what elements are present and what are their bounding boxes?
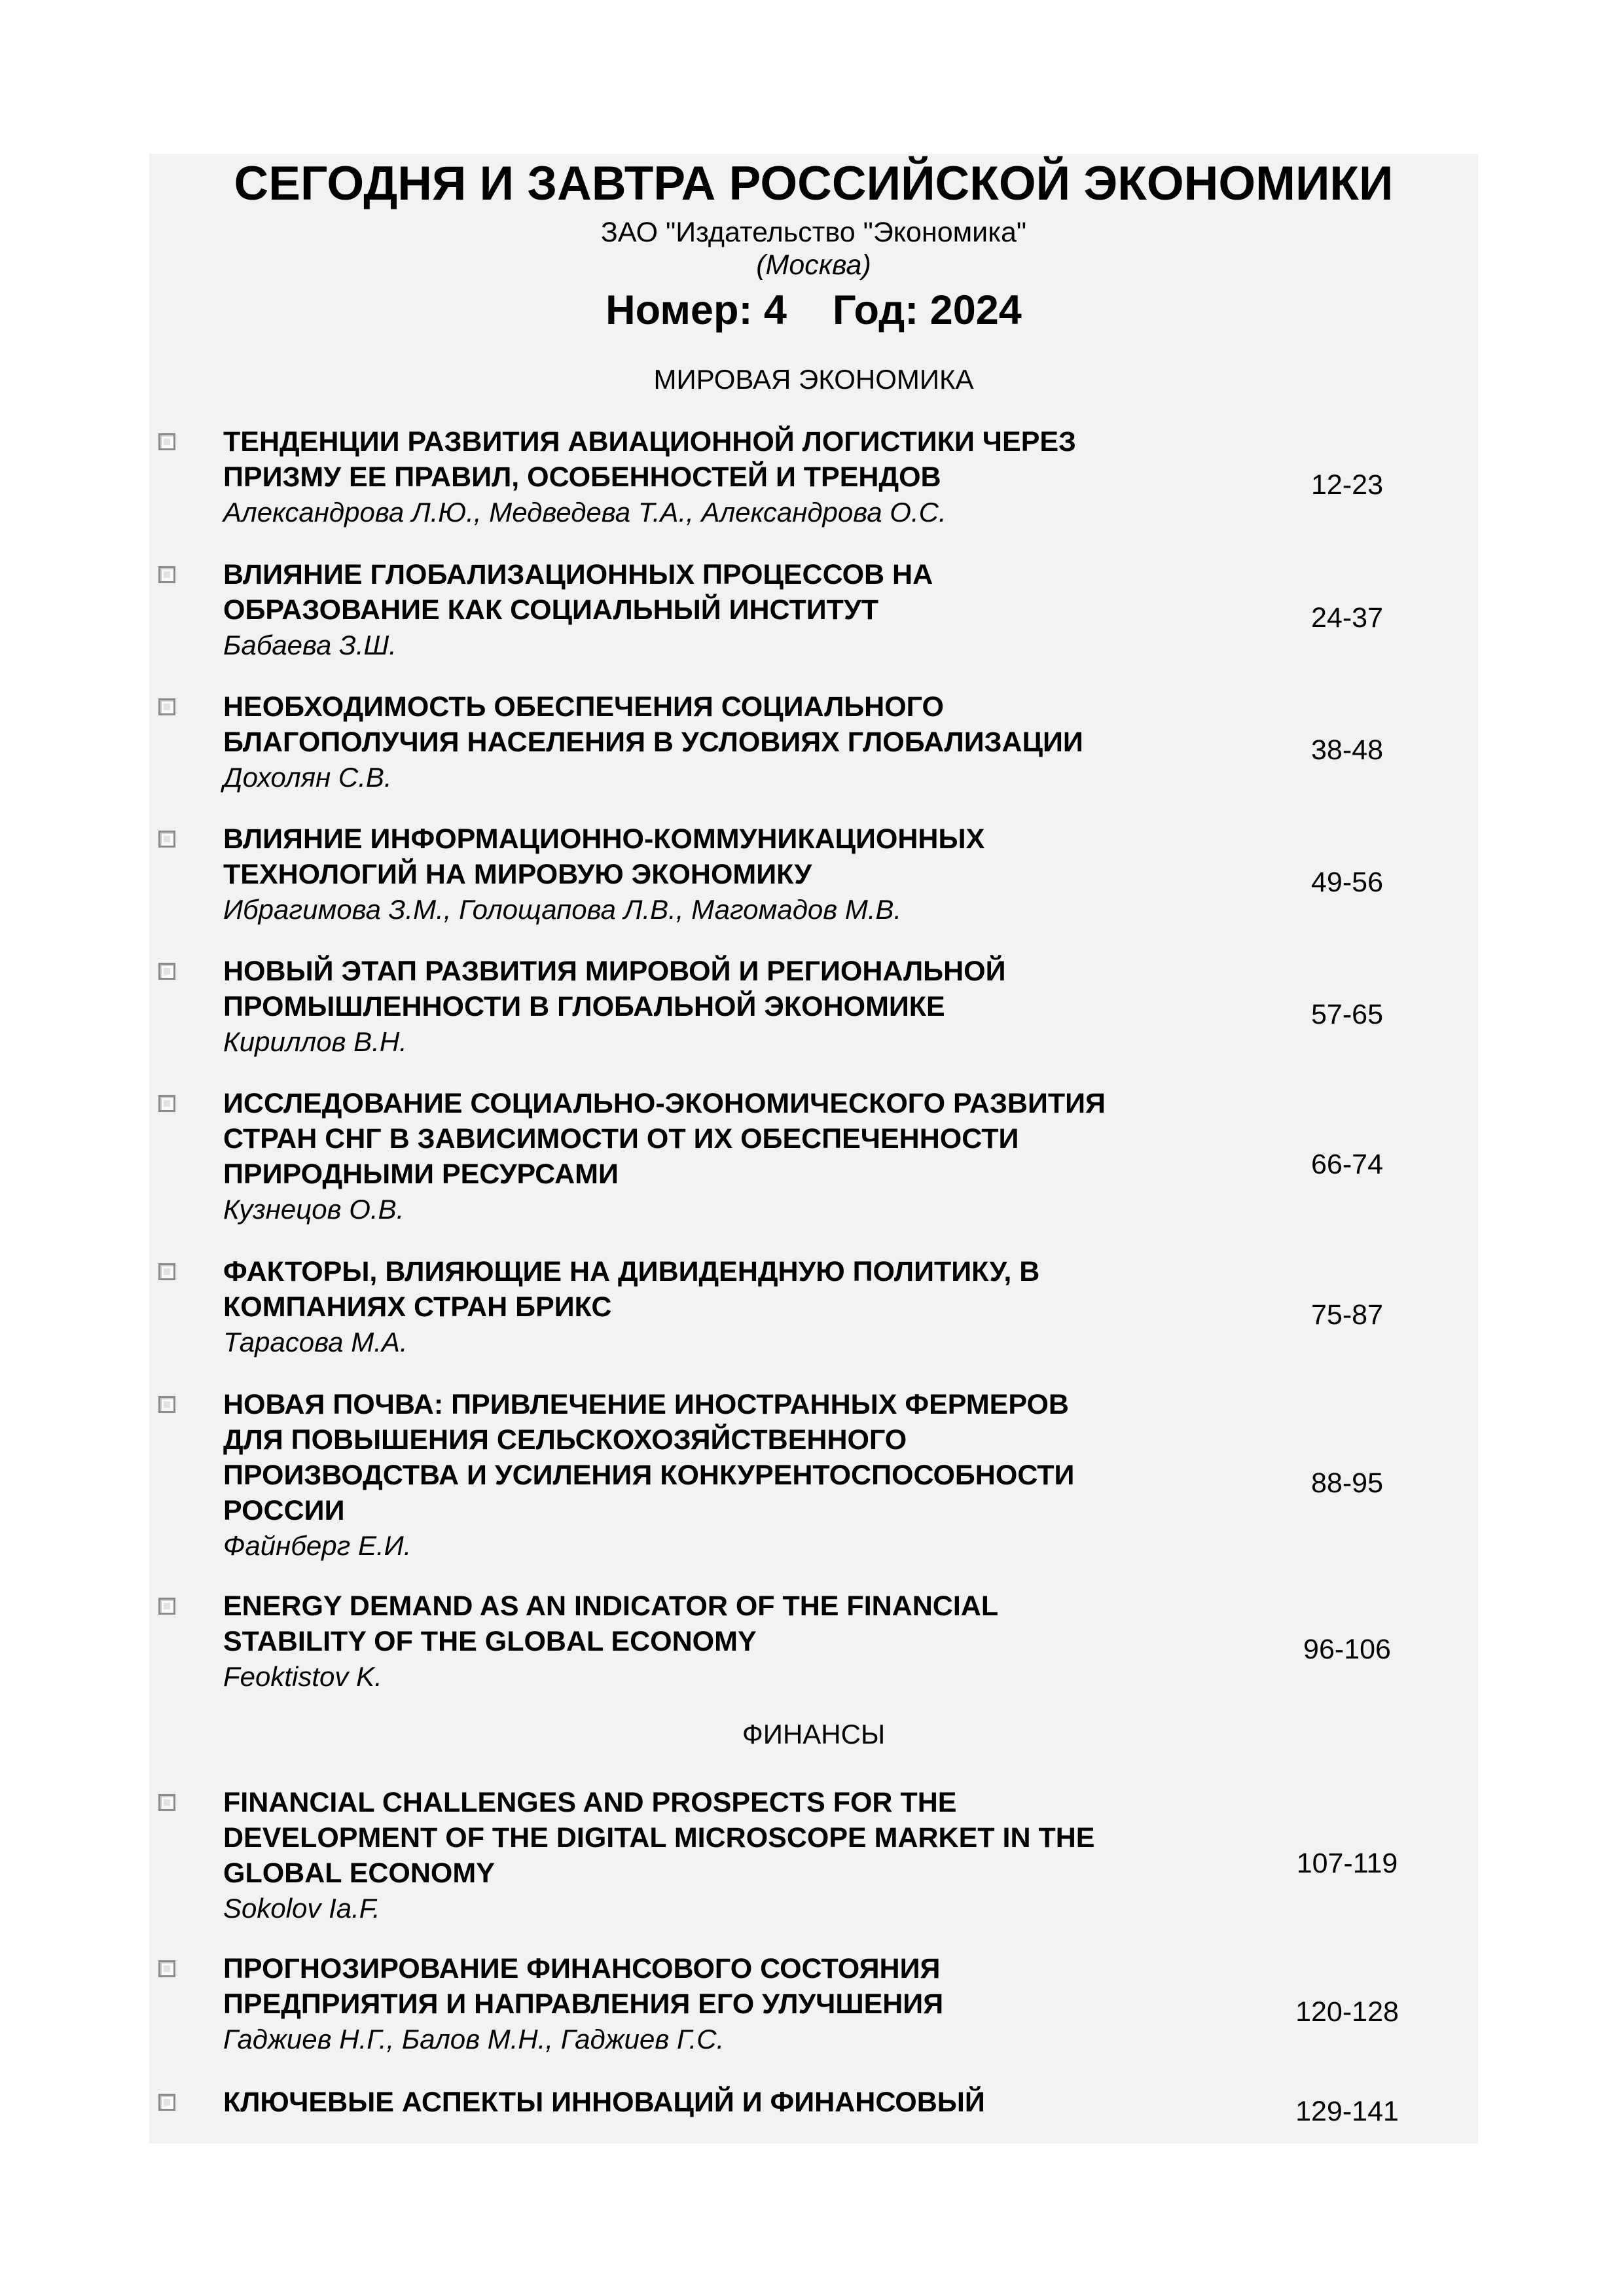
article-pages: 49-56 — [1311, 867, 1383, 898]
article-title-line: БЛАГОПОЛУЧИЯ НАСЕЛЕНИЯ В УСЛОВИЯХ ГЛОБАЛИЗАЦИИ — [223, 726, 1083, 758]
article-pages: 129-141 — [1295, 2096, 1399, 2127]
article-title-line: ВЛИЯНИЕ ИНФОРМАЦИОННО-КОММУНИКАЦИОННЫХ — [223, 823, 985, 855]
article-checkbox[interactable] — [158, 831, 175, 848]
article-title-line: STABILITY OF THE GLOBAL ECONOMY — [223, 1626, 757, 1657]
article-checkbox[interactable] — [158, 1095, 175, 1112]
article-title-line: ПРОИЗВОДСТВА И УСИЛЕНИЯ КОНКУРЕНТОСПОСОБНОСТИ — [223, 1460, 1075, 1491]
article-title[interactable] — [223, 1387, 1244, 1528]
article-title[interactable] — [223, 557, 1244, 628]
article-checkbox[interactable] — [158, 963, 175, 980]
article-pages: 120-128 — [1295, 1996, 1399, 2028]
article-authors: Дохолян С.В. — [223, 762, 392, 793]
article-title[interactable] — [223, 954, 1244, 1024]
article-title[interactable] — [223, 1086, 1244, 1192]
issue-year: Год: 2024 — [832, 287, 1022, 333]
article-title-line: DEVELOPMENT OF THE DIGITAL MICROSCOPE MARKET IN THE — [223, 1822, 1095, 1854]
article-title-line: ПРОМЫШЛЕННОСТИ В ГЛОБАЛЬНОЙ ЭКОНОМИКЕ — [223, 991, 945, 1022]
article-title-line: ДЛЯ ПОВЫШЕНИЯ СЕЛЬСКОХОЗЯЙСТВЕННОГО — [223, 1424, 907, 1456]
article-pages: 38-48 — [1311, 734, 1383, 766]
article-title-line: НОВАЯ ПОЧВА: ПРИВЛЕЧЕНИЕ ИНОСТРАННЫХ ФЕРМЕРОВ — [223, 1389, 1069, 1420]
article-authors: Sokolov Ia.F. — [223, 1893, 380, 1924]
article-title[interactable] — [223, 689, 1244, 760]
article-title-line: ТЕНДЕНЦИИ РАЗВИТИЯ АВИАЦИОННОЙ ЛОГИСТИКИ ЧЕРЕЗ — [223, 426, 1076, 457]
article-authors: Бабаева З.Ш. — [223, 630, 397, 660]
article-pages: 24-37 — [1311, 602, 1383, 634]
article-title-line: ПРИЗМУ ЕЕ ПРАВИЛ, ОСОБЕННОСТЕЙ И ТРЕНДОВ — [223, 461, 941, 493]
article-pages: 66-74 — [1311, 1149, 1383, 1180]
article-pages: 88-95 — [1311, 1467, 1383, 1499]
article-checkbox[interactable] — [158, 1598, 175, 1615]
article-title-line: КЛЮЧЕВЫЕ АСПЕКТЫ ИННОВАЦИЙ И ФИНАНСОВЫЙ — [223, 2087, 985, 2118]
article-checkbox[interactable] — [158, 566, 175, 583]
section-title: МИРОВАЯ ЭКОНОМИКА — [653, 364, 974, 395]
article-title[interactable] — [223, 1588, 1244, 1659]
article-checkbox[interactable] — [158, 698, 175, 715]
article-authors: Ибрагимова З.М., Голощапова Л.В., Магомадов М.В. — [223, 894, 902, 925]
article-title-line: ПРОГНОЗИРОВАНИЕ ФИНАНСОВОГО СОСТОЯНИЯ — [223, 1953, 941, 1984]
article-authors: Тарасова М.А. — [223, 1327, 408, 1357]
article-title[interactable] — [223, 821, 1244, 892]
issue-number: Номер: 4 — [605, 287, 787, 333]
article-title[interactable] — [223, 1254, 1244, 1325]
publisher-city: (Москва) — [756, 249, 871, 281]
article-title-line: ПРЕДПРИЯТИЯ И НАПРАВЛЕНИЯ ЕГО УЛУЧШЕНИЯ — [223, 1988, 944, 2020]
article-authors: Александрова Л.Ю., Медведева Т.А., Александрова О.С. — [223, 497, 947, 528]
article-title[interactable] — [223, 2085, 1244, 2120]
article-title-line: ENERGY DEMAND AS AN INDICATOR OF THE FINANCIAL — [223, 1590, 999, 1622]
issue-line — [149, 288, 1478, 333]
article-pages: 75-87 — [1311, 1299, 1383, 1331]
toc-sheet — [149, 154, 1478, 2144]
article-checkbox[interactable] — [158, 433, 175, 450]
article-title-line: НОВЫЙ ЭТАП РАЗВИТИЯ МИРОВОЙ И РЕГИОНАЛЬНОЙ — [223, 956, 1006, 987]
article-title-line: ФАКТОРЫ, ВЛИЯЮЩИЕ НА ДИВИДЕНДНУЮ ПОЛИТИКУ, В — [223, 1256, 1040, 1287]
article-authors: Файнберг Е.И. — [223, 1530, 412, 1561]
article-checkbox[interactable] — [158, 1794, 175, 1811]
article-title-line: КОМПАНИЯХ СТРАН БРИКС — [223, 1291, 612, 1323]
article-title-line: ИССЛЕДОВАНИЕ СОЦИАЛЬНО-ЭКОНОМИЧЕСКОГО РАЗВИТИЯ — [223, 1088, 1106, 1119]
article-title-line: ВЛИЯНИЕ ГЛОБАЛИЗАЦИОННЫХ ПРОЦЕССОВ НА — [223, 559, 933, 590]
article-title[interactable] — [223, 1785, 1244, 1891]
article-pages: 12-23 — [1311, 469, 1383, 501]
section-title: ФИНАНСЫ — [742, 1719, 886, 1749]
article-title-line: НЕОБХОДИМОСТЬ ОБЕСПЕЧЕНИЯ СОЦИАЛЬНОГО — [223, 691, 944, 723]
article-title[interactable] — [223, 1951, 1244, 2022]
publisher: ЗАО "Издательство "Экономика" — [600, 217, 1027, 248]
article-pages: 57-65 — [1311, 999, 1383, 1030]
article-authors: Feoktistov K. — [223, 1661, 382, 1692]
article-authors: Кириллов В.Н. — [223, 1026, 407, 1057]
article-checkbox[interactable] — [158, 2094, 175, 2111]
journal-title: СЕГОДНЯ И ЗАВТРА РОССИЙСКОЙ ЭКОНОМИКИ — [234, 157, 1394, 210]
article-title-line: FINANCIAL CHALLENGES AND PROSPECTS FOR THE — [223, 1787, 957, 1818]
article-title[interactable] — [223, 424, 1244, 495]
article-checkbox[interactable] — [158, 1396, 175, 1413]
article-authors: Кузнецов О.В. — [223, 1194, 405, 1225]
article-title-line: РОССИИ — [223, 1495, 345, 1526]
article-title-line: ТЕХНОЛОГИЙ НА МИРОВУЮ ЭКОНОМИКУ — [223, 859, 812, 890]
article-title-line: GLOBAL ECONOMY — [223, 1857, 495, 1889]
article-authors: Гаджиев Н.Г., Балов М.Н., Гаджиев Г.С. — [223, 2024, 725, 2054]
article-checkbox[interactable] — [158, 1960, 175, 1977]
article-checkbox[interactable] — [158, 1263, 175, 1280]
article-pages: 107-119 — [1296, 1848, 1398, 1879]
article-title-line: СТРАН СНГ В ЗАВИСИМОСТИ ОТ ИХ ОБЕСПЕЧЕННОСТИ — [223, 1123, 1019, 1155]
article-title-line: ОБРАЗОВАНИЕ КАК СОЦИАЛЬНЫЙ ИНСТИТУТ — [223, 594, 878, 626]
article-title-line: ПРИРОДНЫМИ РЕСУРСАМИ — [223, 1158, 619, 1190]
article-pages: 96-106 — [1303, 1634, 1391, 1665]
